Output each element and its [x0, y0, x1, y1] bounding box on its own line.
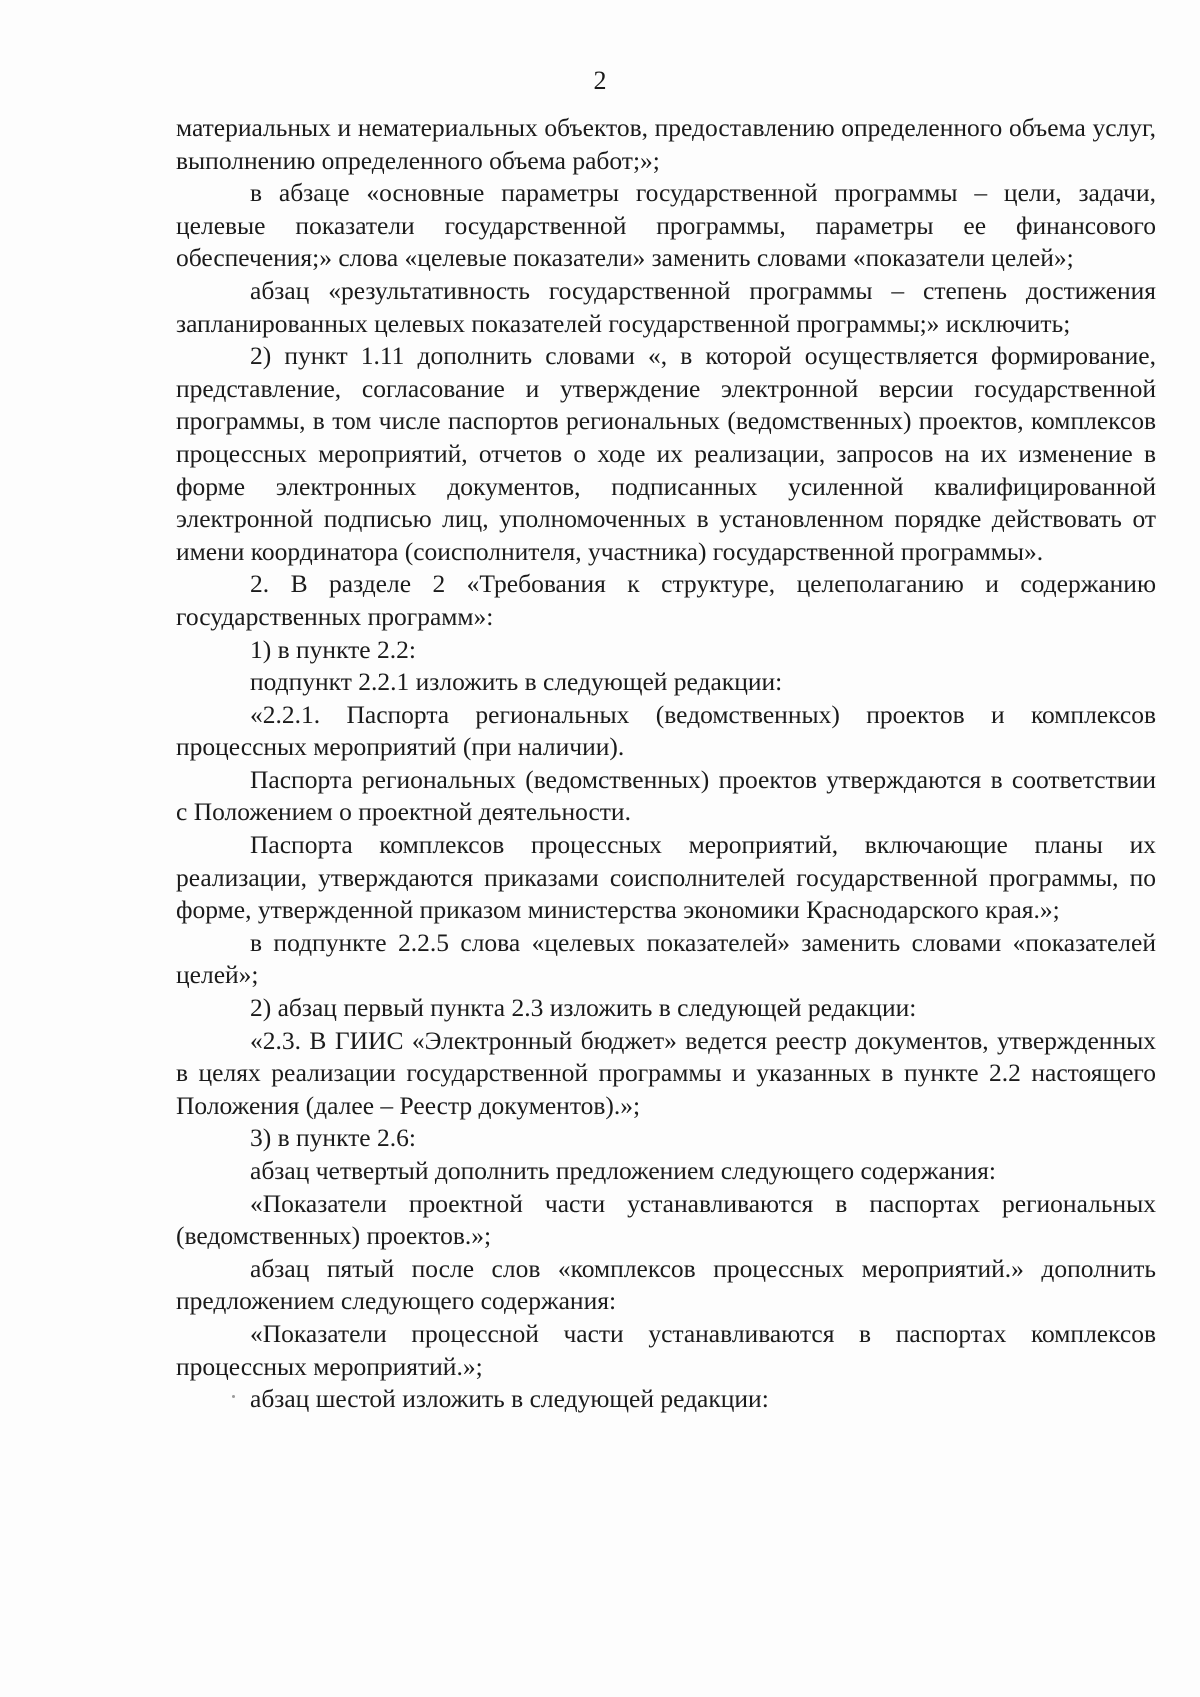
document-body [176, 112, 1156, 1416]
paragraph-15: абзац четвертый дополнить предложением следующего содержания: [250, 1156, 996, 1185]
paragraph-3: абзац «результативность государственной программы – степень достижения запланированных целевых показателей государственной программы;» исключить; [176, 275, 1156, 338]
paragraph-8: «2.2.1. Паспорта региональных (ведомственных) проектов и комплексов процессных мероприятий (при наличии). [176, 699, 1156, 762]
paragraph-11: в подпункте 2.2.5 слова «целевых показателей» заменить словами «показателей целей»; [176, 927, 1156, 990]
paragraph-12: 2) абзац первый пункта 2.3 изложить в следующей редакции: [250, 993, 917, 1023]
paragraph-18: «Показатели процессной части устанавливаются в паспортах комплексов процессных мероприятий.»; [176, 1318, 1156, 1381]
paragraph-5: 2. В разделе 2 «Требования к структуре, целеполаганию и содержанию государственных программ»: [176, 569, 1156, 631]
paragraph-2: в абзаце «основные параметры государственной программы – цели, задачи, целевые показатели государственной программы, параметры ее финансового обеспечения;» слова «целевые показатели» заменить словами «показатели целей»; [176, 178, 1156, 273]
paragraph-1: материальных и нематериальных объектов, предоставлению определенного объема услуг, выполнению определенного объема работ;»; [176, 113, 1156, 175]
scan-speck [232, 1395, 235, 1398]
paragraph-4: 2) пункт 1.11 дополнить словами «, в которой осуществляется формирование, представление, согласование и утверждение электронной версии государственной программы, в том числе паспортов региональных (ведомственных) проектов, комплексов процессных мероприятий, отчетов о ходе их реализации, запросов на их изменение в форме электронных документов, подписанных усиленной квалифицированной электронной подписью лиц, уполномоченных в установленном порядке действовать от имени координатора (соисполнителя, участника) государственной программы». [176, 341, 1156, 566]
paragraph-19: абзац шестой изложить в следующей редакции: [250, 1384, 769, 1414]
paragraph-17: абзац пятый после слов «комплексов процессных мероприятий.» дополнить предложением следующего содержания: [176, 1253, 1156, 1316]
page-number: 2 [593, 66, 607, 95]
paragraph-10: Паспорта комплексов процессных мероприятий, включающие планы их реализации, утверждаются приказами соисполнителей государственной программы, по форме, утвержденной приказом министерства экономики Краснодарского края.»; [176, 830, 1156, 925]
paragraph-7: подпункт 2.2.1 изложить в следующей редакции: [250, 667, 783, 697]
paragraph-16: «Показатели проектной части устанавливаются в паспортах региональных (ведомственных) проектов.»; [176, 1188, 1156, 1251]
paragraph-9: Паспорта региональных (ведомственных) проектов утверждаются в соответствии с Положением о проектной деятельности. [176, 764, 1156, 827]
paragraph-6: 1) в пункте 2.2: [250, 634, 416, 664]
paragraph-13: «2.3. В ГИИС «Электронный бюджет» ведется реестр документов, утвержденных в целях реализации государственной программы и указанных в пункте 2.2 настоящего Положения (далее – Реестр документов).»; [176, 1025, 1156, 1120]
paragraph-14: 3) в пункте 2.6: [250, 1123, 416, 1153]
